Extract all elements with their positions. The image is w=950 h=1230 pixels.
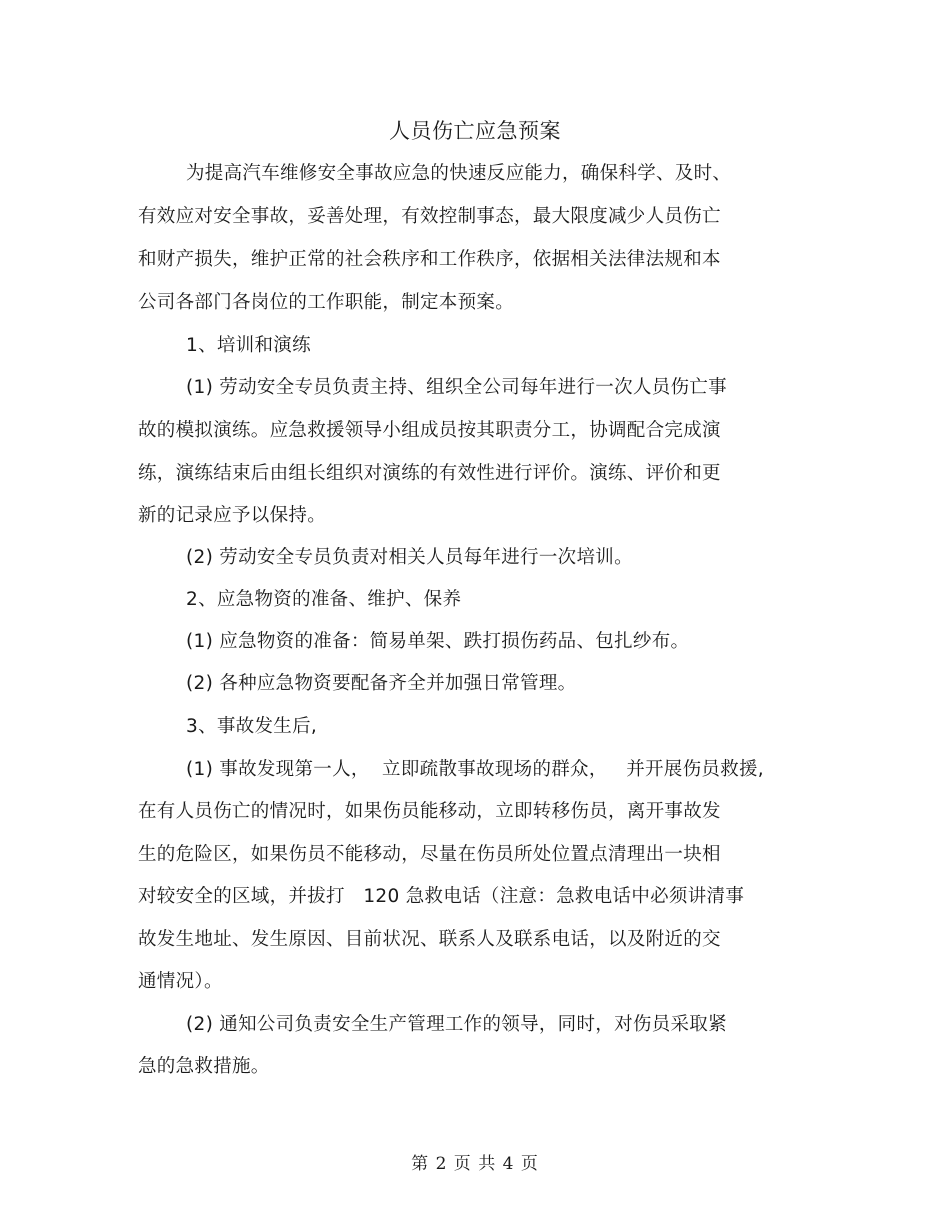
paragraph-line: (2) 各种应急物资要配备齐全并加强日常管理。 [186,673,577,694]
paragraph-line: 通情况）。 [138,971,223,992]
paragraph-line: 为提高汽车维修安全事故应急的快速反应能力，确保科学、及时、 [186,163,732,184]
paragraph-line: (1) 劳动安全专员负责主持、组织全公司每年进行一次人员伤亡事 [186,377,727,398]
section-heading: 2、应急物资的准备、维护、保养 [186,589,462,610]
paragraph-line: 故发生地址、发生原因、目前状况、联系人及联系电话，以及附近的交 [138,929,721,950]
paragraph-line: 急的急救措施。 [138,1056,270,1077]
paragraph-line: 练，演练结束后由组长组织对演练的有效性进行评价。演练、评价和更 [138,463,721,484]
paragraph-line: 新的记录应予以保持。 [138,505,327,526]
paragraph-line: (1) 事故发现第一人， 立即疏散事故现场的群众， 并开展伤员救援, [186,759,764,780]
section-heading: 1、培训和演练 [186,335,311,356]
paragraph-line: 在有人员伤亡的情况时，如果伤员能移动，立即转移伤员，离开事故发 [138,801,721,822]
paragraph-line: 和财产损失，维护正常的社会秩序和工作秩序，依据相关法律法规和本 [138,249,721,270]
section-heading: 3、事故发生后, [186,716,318,737]
paragraph-line: (2) 劳动安全专员负责对相关人员每年进行一次培训。 [186,547,633,568]
paragraph-line: 故的模拟演练。应急救援领导小组成员按其职责分工，协调配合完成演 [138,420,721,441]
paragraph-line: (2) 通知公司负责安全生产管理工作的领导，同时，对伤员采取紧 [186,1014,727,1035]
paragraph-line: (1) 应急物资的准备：简易单架、跌打损伤药品、包扎纱布。 [186,631,690,652]
paragraph-line: 有效应对安全事故，妥善处理，有效控制事态，最大限度减少人员伤亡 [138,206,721,227]
paragraph-line: 对较安全的区域，并拔打 120 急救电话（注意：急救电话中必须讲清事 [138,886,745,907]
page-number-footer: 第 2 页 共 4 页 [411,1154,539,1174]
document-title: 人员伤亡应急预案 [389,119,561,143]
paragraph-line: 生的危险区，如果伤员不能移动，尽量在伤员所处位置点清理出一块相 [138,844,721,865]
paragraph-line: 公司各部门各岗位的工作职能，制定本预案。 [138,292,515,313]
